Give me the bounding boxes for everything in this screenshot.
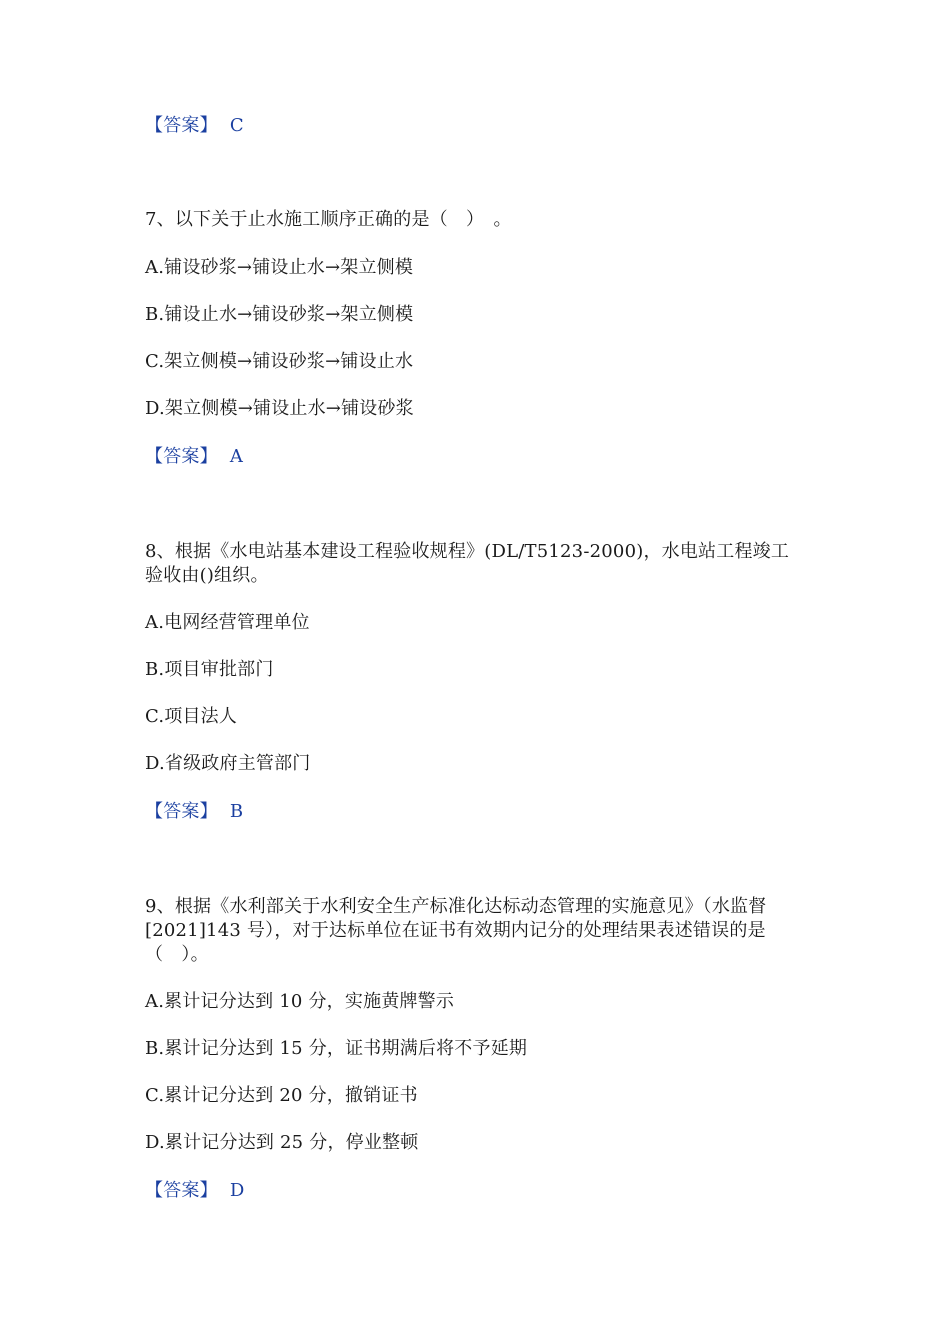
question-7-answer [145, 446, 243, 468]
answer-label: 【答案】 [145, 115, 218, 136]
answer-value: C [229, 115, 244, 136]
question-9-text-line-3: （ ）。 [145, 944, 209, 965]
question-8-option-b: B.项目审批部门 [145, 659, 274, 680]
question-9-text-line-1: 9、根据《水利部关于水利安全生产标准化达标动态管理的实施意见》（水监督 [145, 896, 767, 917]
question-7-text: 7、以下关于止水施工顺序正确的是（ ） 。 [145, 209, 512, 230]
question-8-text-line-2: 验收由()组织。 [145, 565, 269, 586]
answer-label: 【答案】 [145, 1180, 218, 1201]
answer-label: 【答案】 [145, 801, 218, 822]
question-7-option-b: B.铺设止水→铺设砂浆→架立侧模 [145, 304, 414, 325]
question-8-option-d: D.省级政府主管部门 [145, 753, 311, 774]
question-7-option-c: C.架立侧模→铺设砂浆→铺设止水 [145, 351, 414, 372]
question-9-option-d: D.累计记分达到 25 分，停业整顿 [145, 1132, 419, 1153]
question-9-text-line-2: [2021]143 号），对于达标单位在证书有效期内记分的处理结果表述错误的是 [145, 920, 766, 941]
question-8-answer [145, 801, 243, 823]
answer-value: A [229, 446, 244, 467]
question-9-option-a: A.累计记分达到 10 分，实施黄牌警示 [145, 991, 455, 1012]
answer-value: B [229, 801, 244, 822]
question-7-option-d: D.架立侧模→铺设止水→铺设砂浆 [145, 398, 414, 419]
question-8-text-line-1: 8、根据《水电站基本建设工程验收规程》(DL/T5123-2000)，水电站工程竣工 [145, 541, 790, 562]
answer-prev [145, 115, 244, 137]
question-9-option-c: C.累计记分达到 20 分，撤销证书 [145, 1085, 418, 1106]
question-9-answer [145, 1180, 244, 1202]
answer-value: D [229, 1180, 245, 1201]
question-9-option-b: B.累计记分达到 15 分，证书期满后将不予延期 [145, 1038, 528, 1059]
question-7-option-a: A.铺设砂浆→铺设止水→架立侧模 [145, 257, 414, 278]
question-8-option-c: C.项目法人 [145, 706, 238, 727]
answer-label: 【答案】 [145, 446, 218, 467]
question-8-option-a: A.电网经营管理单位 [145, 612, 310, 633]
